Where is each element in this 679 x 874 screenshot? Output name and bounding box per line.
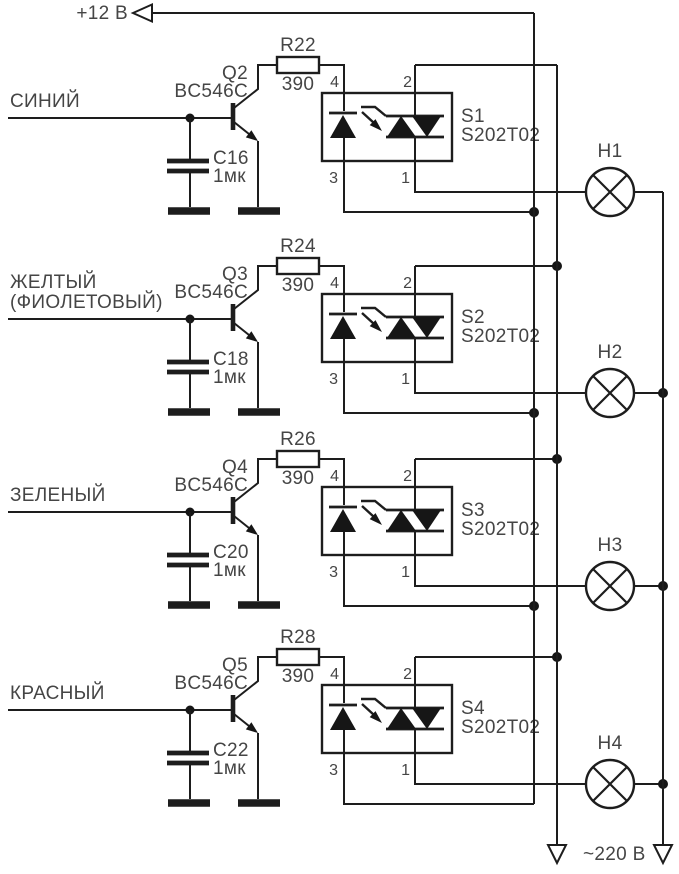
channel [8,627,668,808]
relay-ref: S4 [461,698,485,719]
light-arrow [362,506,374,517]
transistor-part: BC546C [174,282,248,303]
pin-label-1: 1 [401,564,410,581]
transistor-part: BC546C [174,475,248,496]
channels-layer [8,35,668,808]
triac-triangle-icon [387,317,416,338]
relay-ref: S2 [461,307,485,328]
pin-label-4: 4 [330,275,339,292]
pin-label-3: 3 [329,371,338,388]
pin-label-1: 1 [401,371,410,388]
ac-return-arrow-icon [654,845,672,863]
emitter-wire [234,516,249,528]
input-label: ЖЕЛТЫЙ [10,272,97,293]
pin3-wire [344,730,534,804]
resistor-body [277,258,319,274]
capacitor-ref: C18 [213,349,249,370]
triac-triangle-icon [412,317,441,338]
triac-triangle-icon [387,510,416,531]
emitter-wire [234,323,249,335]
pin3-wire [344,339,534,413]
resistor-value: 390 [281,468,315,489]
pin-label-3: 3 [329,762,338,779]
light-arrow [362,313,374,324]
resistor-ref: R26 [280,429,316,450]
emitter-wire [234,122,249,134]
triac-triangle-icon [412,510,441,531]
ac-supply-label: ~220 В [583,844,646,865]
relay-part: S202T02 [461,717,541,738]
relay-part: S202T02 [461,519,541,540]
channel [8,236,668,418]
triac-triangle-icon [412,116,441,137]
led-icon [330,316,356,339]
pin-label-2: 2 [403,468,412,485]
channel [8,35,663,217]
led-icon [330,509,356,532]
emitter-wire [234,714,249,726]
lamp-ref: H2 [597,342,623,363]
capacitor-value: 1мк [213,166,246,187]
pin-label-3: 3 [329,170,338,187]
input-label: (ФИОЛЕТОВЫЙ) [10,292,163,313]
pin3-wire [344,138,534,212]
pin-label-2: 2 [403,275,412,292]
resistor-body [277,57,319,73]
pin-label-1: 1 [401,762,410,779]
pin-label-4: 4 [330,468,339,485]
input-label: ЗЕЛЕНЫЙ [10,485,106,506]
led-icon [330,707,356,730]
relay-ref: S1 [461,106,485,127]
resistor-value: 390 [281,275,315,296]
pin3-wire [344,532,534,606]
lamp-ref: H3 [597,535,623,556]
capacitor-ref: C20 [213,542,249,563]
resistor-value: 390 [281,666,315,687]
relay-part: S202T02 [461,326,541,347]
capacitor-value: 1мк [213,367,246,388]
pin-label-4: 4 [330,666,339,683]
pin-label-4: 4 [330,74,339,91]
relay-ref: S3 [461,500,485,521]
lamp-ref: H4 [597,733,623,754]
channel [8,429,668,611]
transistor-part: BC546C [174,81,248,102]
transistor-part: BC546C [174,673,248,694]
input-label: СИНИЙ [10,91,80,112]
input-label: КРАСНЫЙ [10,683,105,704]
resistor-value: 390 [281,74,315,95]
transistor-ref: Q2 [222,63,248,84]
capacitor-ref: C16 [213,148,249,169]
transistor-ref: Q4 [222,457,248,478]
pin-label-2: 2 [403,74,412,91]
transistor-ref: Q3 [222,264,248,285]
ac-arrow-icon [548,845,566,863]
capacitor-value: 1мк [213,560,246,581]
light-arrow [362,112,374,123]
resistor-body [277,649,319,665]
pin-label-1: 1 [401,170,410,187]
dc-supply-label: +12 В [76,3,128,24]
transistor-ref: Q5 [222,655,248,676]
light-arrow [362,704,374,715]
triac-triangle-icon [387,708,416,729]
dc-supply-arrow-icon [133,5,152,22]
lamp-ref: H1 [597,141,623,162]
resistor-ref: R22 [280,35,316,56]
resistor-ref: R24 [280,236,316,257]
triac-triangle-icon [387,116,416,137]
resistor-body [277,451,319,467]
capacitor-ref: C22 [213,740,249,761]
capacitor-value: 1мк [213,758,246,779]
resistor-ref: R28 [280,627,316,648]
triac-triangle-icon [412,708,441,729]
pin-label-3: 3 [329,564,338,581]
led-icon [330,115,356,138]
pin-label-2: 2 [403,666,412,683]
relay-part: S202T02 [461,125,541,146]
